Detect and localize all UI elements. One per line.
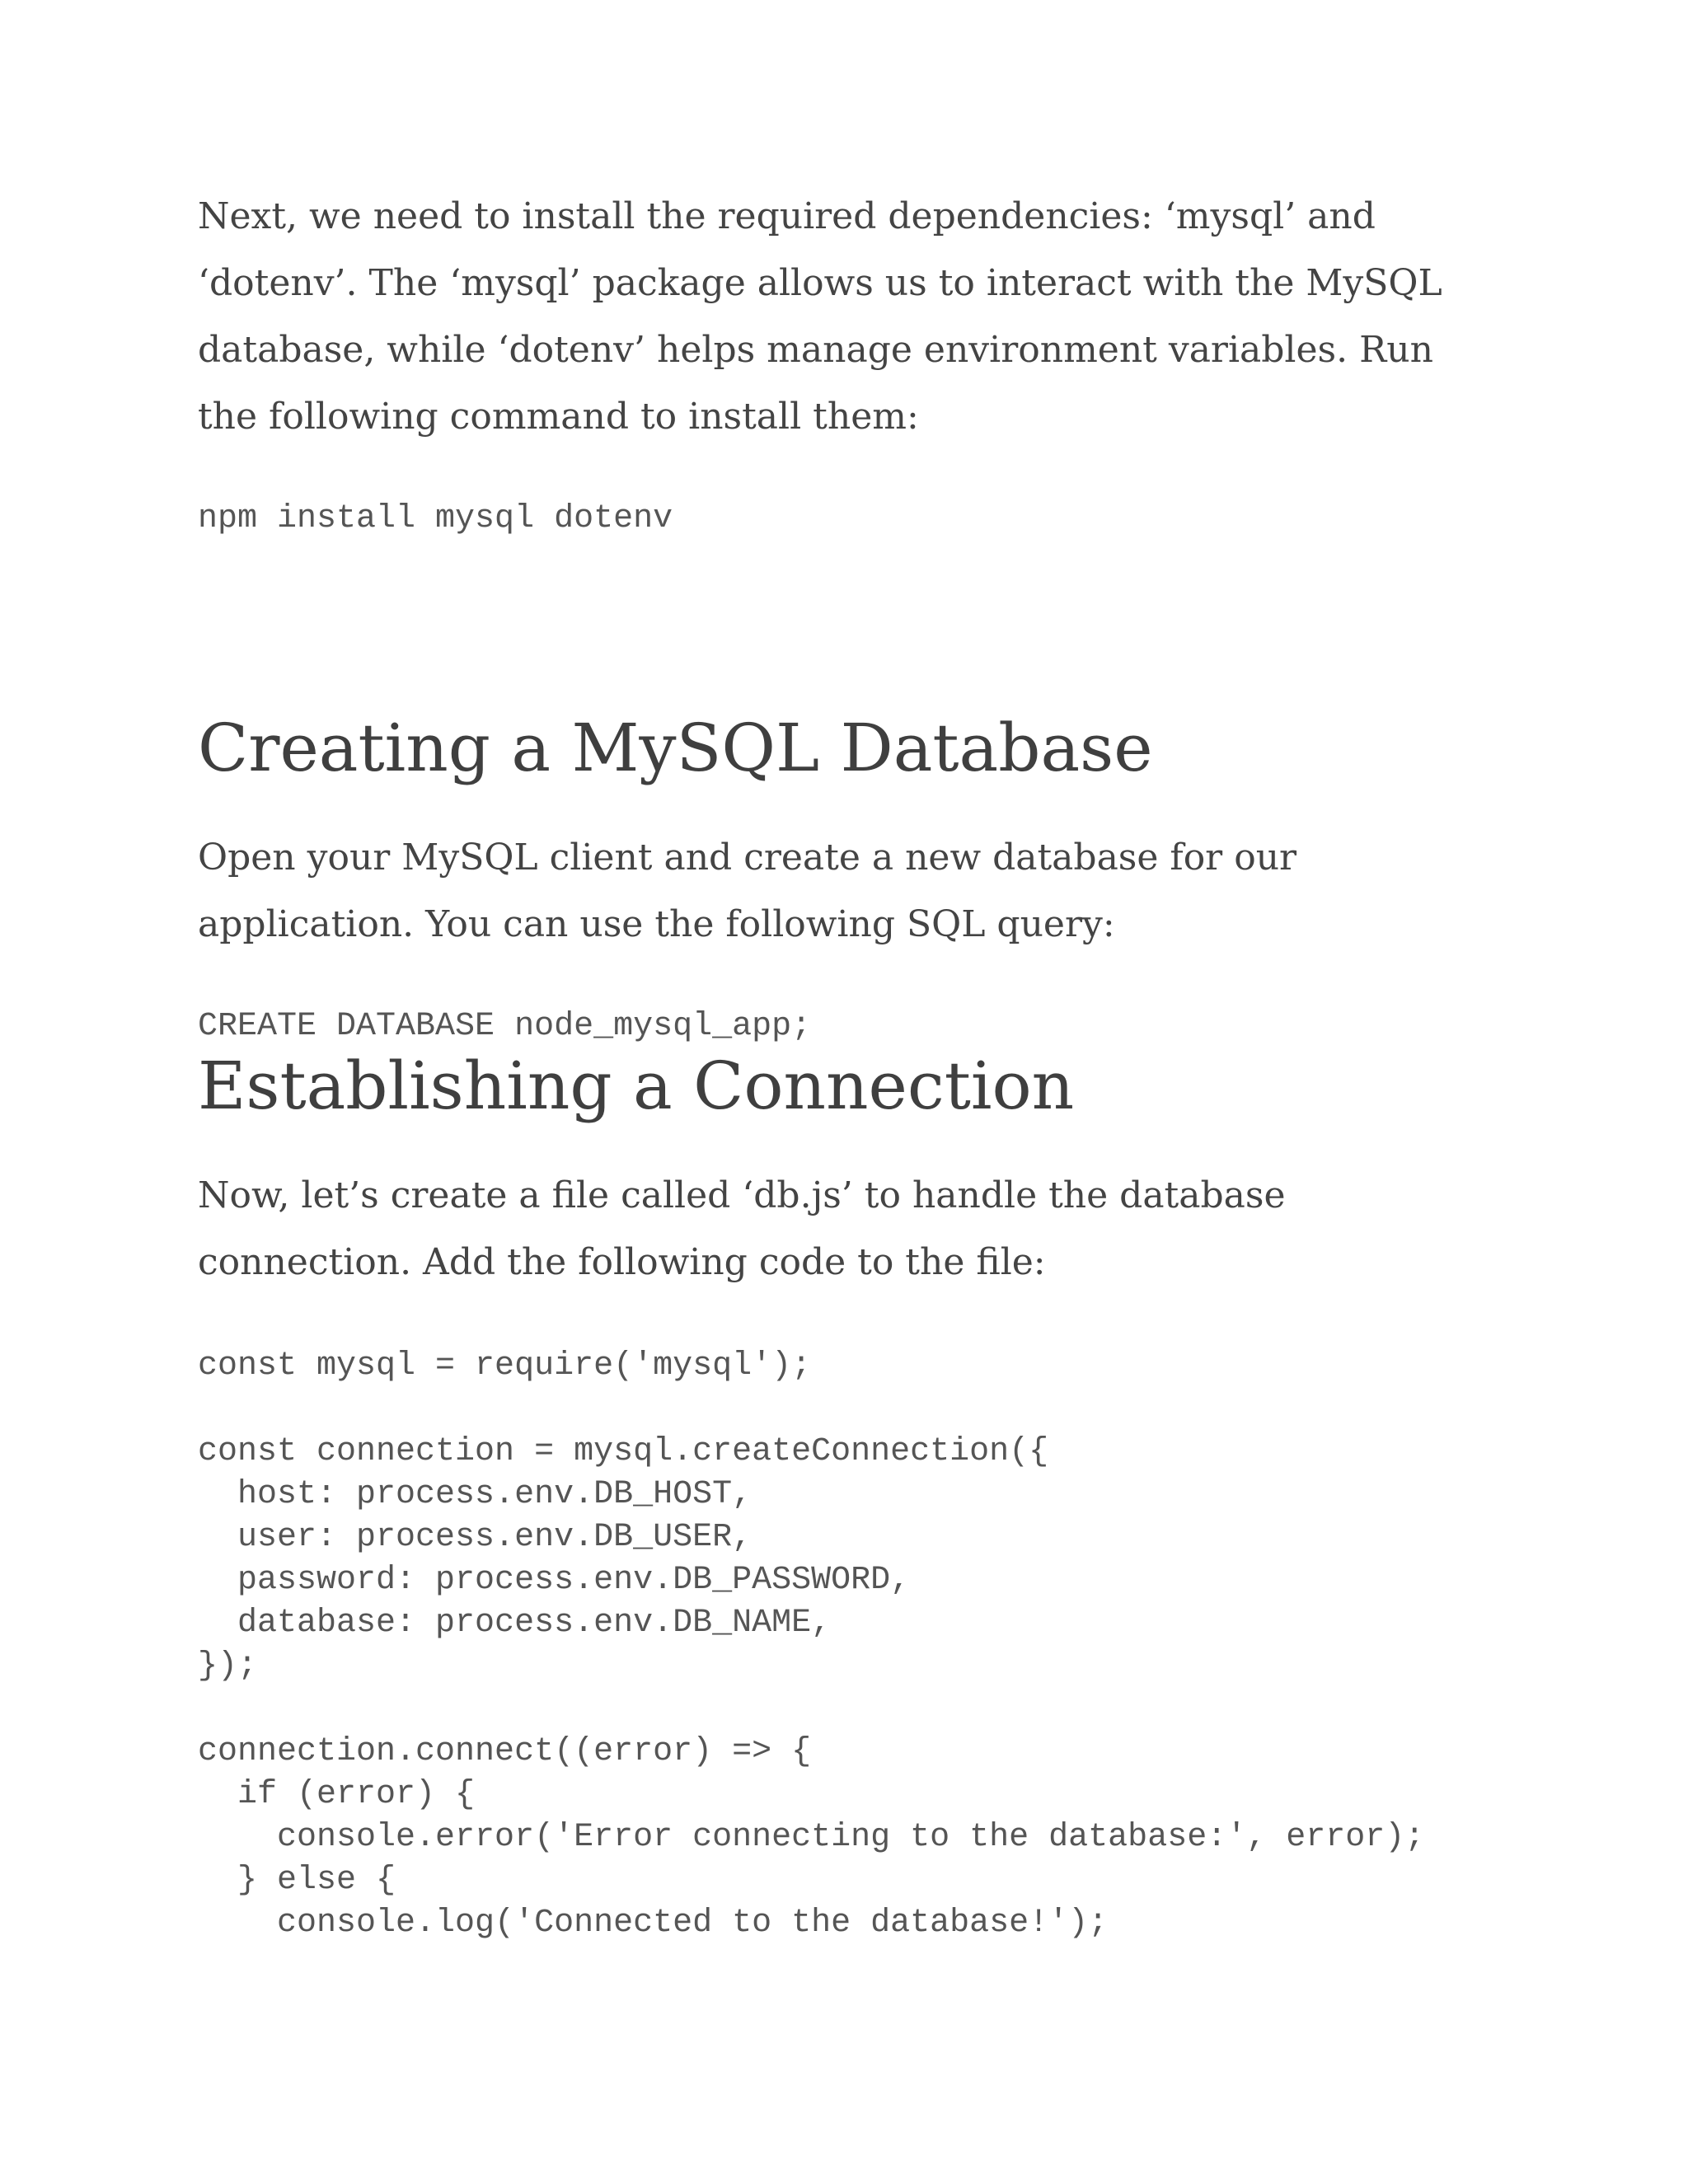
create-database-sql-code: CREATE DATABASE node_mysql_app;	[198, 1008, 812, 1045]
code-line: connection.connect((error) => {	[198, 1733, 812, 1770]
db-js-code-block	[198, 1345, 1500, 1945]
intro-paragraph: Next, we need to install the required dependencies: ‘mysql’ and ‘dotenv’. The ‘mysql’ package allows us to interact with the MySQL database, while ‘dotenv’ helps manage environment variables. Run the following command to install them:	[198, 195, 1442, 438]
code-line: database: process.env.DB_NAME,	[198, 1605, 832, 1642]
code-line	[198, 1688, 1500, 1731]
code-line: });	[198, 1647, 258, 1685]
code-line: } else {	[198, 1862, 396, 1899]
establishing-connection-heading: Establishing a Connection	[198, 1047, 1075, 1124]
code-line: console.log('Connected to the database!');	[198, 1905, 1109, 1942]
code-line: if (error) {	[198, 1776, 476, 1813]
code-line: const mysql = require('mysql');	[198, 1347, 812, 1385]
code-line: password: process.env.DB_PASSWORD,	[198, 1562, 911, 1599]
create-database-paragraph: Open your MySQL client and create a new database for our application. You can use the following SQL query:	[198, 837, 1297, 945]
code-line: host: process.env.DB_HOST,	[198, 1476, 753, 1513]
code-line	[198, 1388, 1500, 1431]
connection-paragraph: Now, let’s create a file called ‘db.js’ to handle the database connection. Add the following code to the file:	[198, 1174, 1286, 1283]
code-line: console.error('Error connecting to the database:', error);	[198, 1819, 1425, 1856]
code-line: const connection = mysql.createConnection({	[198, 1433, 1049, 1470]
creating-database-heading: Creating a MySQL Database	[198, 710, 1153, 786]
install-command-code: npm install mysql dotenv	[198, 500, 673, 537]
code-line: user: process.env.DB_USER,	[198, 1519, 753, 1556]
